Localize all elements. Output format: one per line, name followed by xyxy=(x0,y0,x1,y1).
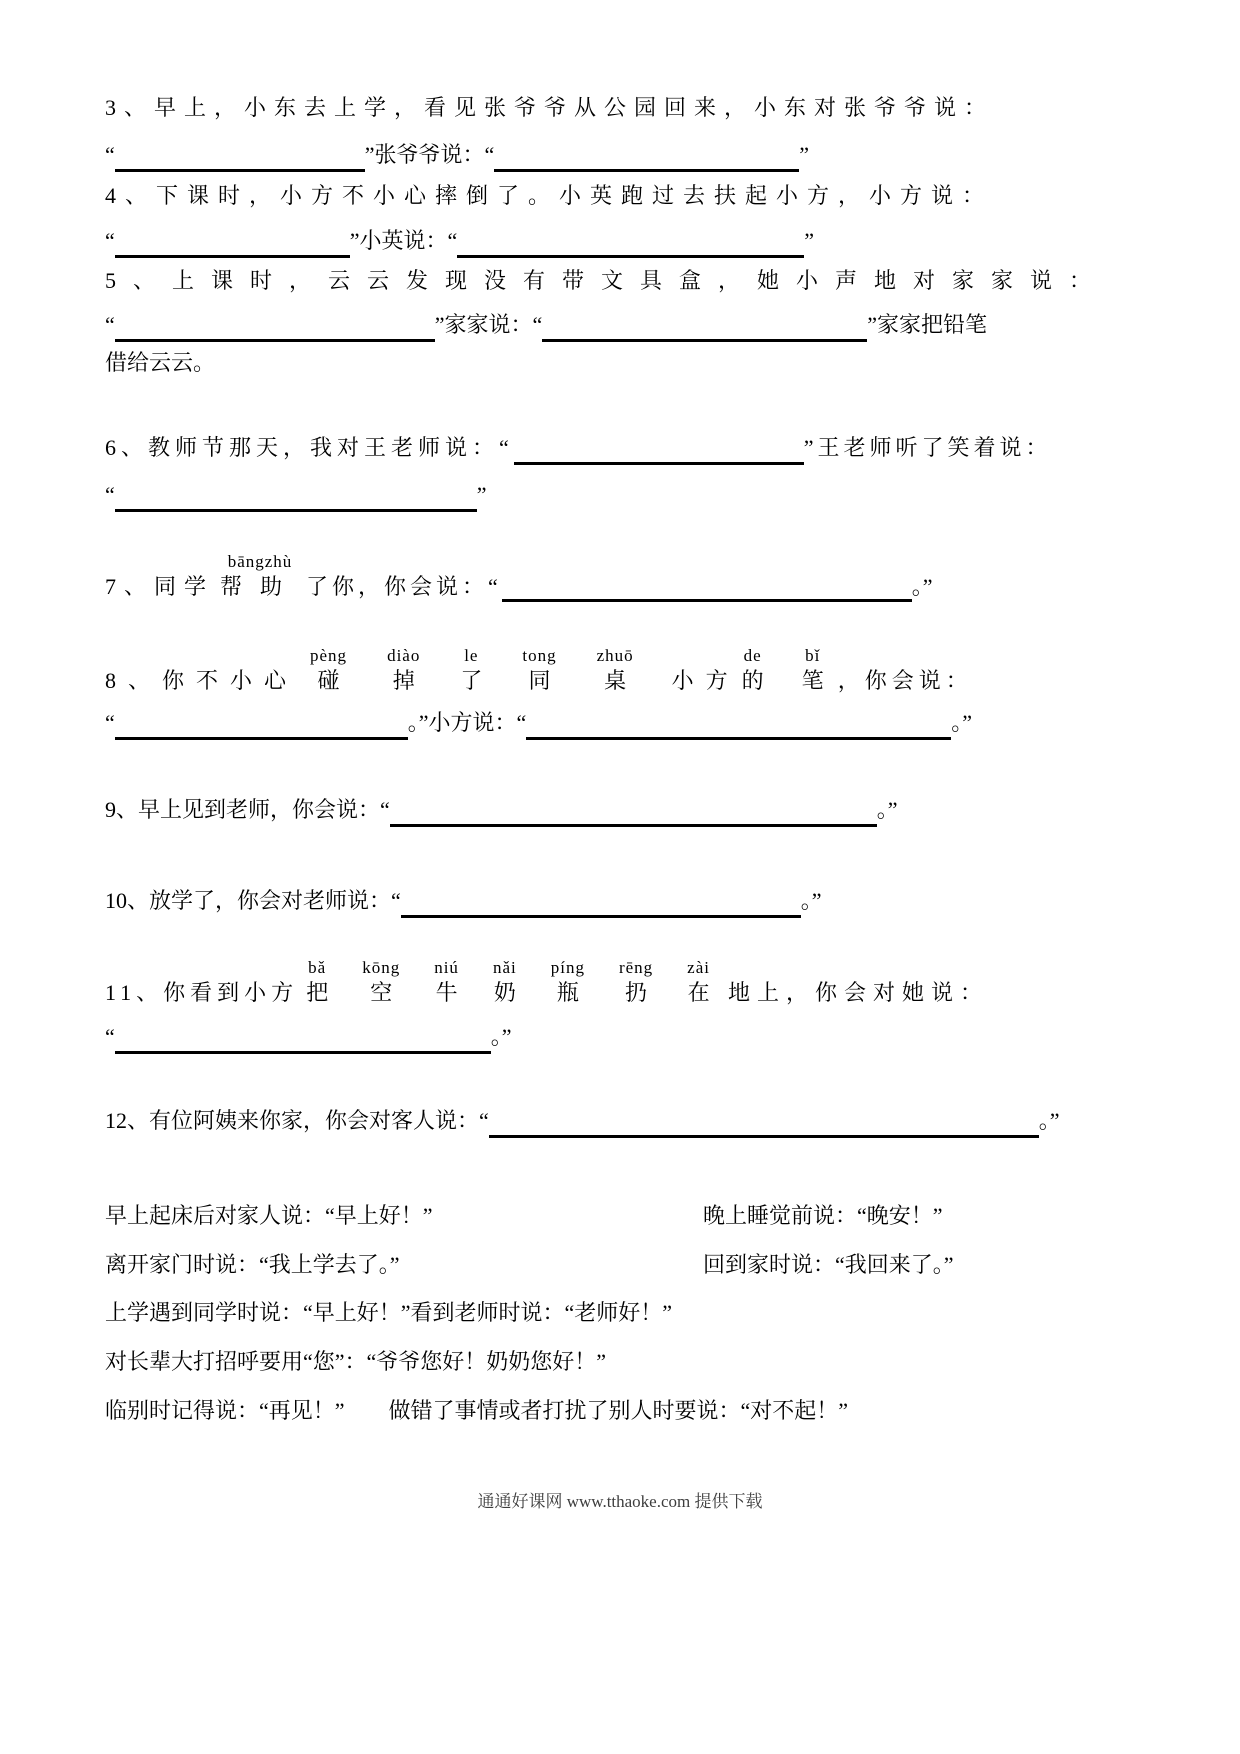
open-quote: “ xyxy=(105,228,115,253)
question-6-line-2 xyxy=(105,480,487,512)
hanzi-character: 在 xyxy=(687,980,710,1005)
pinyin-annotation: nǎi xyxy=(492,958,517,977)
hanzi-character: 奶 xyxy=(493,980,516,1005)
ruby-group xyxy=(551,958,585,1008)
hanzi-characters: 帮助 xyxy=(220,574,301,599)
question-11-text: 地上，你会对她说： xyxy=(728,980,990,1005)
reference-row-1 xyxy=(105,1201,943,1231)
question-12-text: 12、有位阿姨来你家，你会对客人说：“ xyxy=(105,1108,489,1133)
question-10-text: 10、放学了，你会对老师说：“ xyxy=(105,888,401,913)
question-5-line-3 xyxy=(105,348,215,378)
reference-phrase: 做错了事情或者打扰了别人时要说：“对不起！” xyxy=(388,1398,849,1423)
question-4-line-2 xyxy=(105,226,814,258)
question-8-end: 。” xyxy=(951,710,973,735)
close-quote: ” xyxy=(476,482,487,507)
ruby-group xyxy=(493,958,517,1008)
ruby-group xyxy=(362,958,400,1008)
open-quote: “ xyxy=(105,1024,115,1049)
answer-blank xyxy=(502,575,912,602)
question-12-end: 。” xyxy=(1038,1108,1060,1133)
question-4-text: 4、下课时，小方不小心摔倒了。小英跑过去扶起小方，小方说： xyxy=(105,183,994,208)
question-7-end: 。” xyxy=(911,574,933,599)
ruby-group xyxy=(687,958,710,1008)
reference-phrase: 临别时记得说：“再见！” xyxy=(105,1398,345,1423)
hanzi-character: 笔 xyxy=(801,668,824,693)
question-5-line-1 xyxy=(105,266,1108,296)
answer-blank xyxy=(489,1111,1039,1138)
reference-phrase: 上学遇到同学时说：“早上好！”看到老师时说：“老师好！” xyxy=(105,1300,673,1325)
ruby-group xyxy=(460,646,482,696)
ruby-group xyxy=(306,958,328,1008)
question-6-line-1 xyxy=(105,433,1052,465)
pinyin-annotation: diào xyxy=(387,646,421,665)
hanzi-character: 碰 xyxy=(317,668,340,693)
ruby-group xyxy=(310,646,347,696)
hanzi-character: 空 xyxy=(370,980,393,1005)
question-12-line xyxy=(105,1106,1060,1138)
reference-row-5 xyxy=(105,1396,848,1426)
hanzi-character: 桌 xyxy=(604,668,627,693)
answer-blank xyxy=(115,1027,491,1054)
answer-blank xyxy=(401,891,801,918)
question-9-line xyxy=(105,795,898,827)
open-quote: “ xyxy=(105,482,115,507)
reference-phrase: 离开家门时说：“我上学去了。” xyxy=(105,1252,400,1277)
answer-blank xyxy=(390,800,877,827)
answer-blank xyxy=(494,145,799,172)
question-8-line-1 xyxy=(105,646,973,696)
question-6-tail-text: ”王老师听了笑着说： xyxy=(803,435,1052,460)
question-11-line-1 xyxy=(105,958,989,1008)
answer-blank xyxy=(115,231,350,258)
ruby-group xyxy=(742,646,764,696)
pinyin-annotation: niú xyxy=(434,958,459,977)
answer-blank xyxy=(115,485,477,512)
question-8-mid: 小方 xyxy=(671,668,740,693)
question-5-tail-text: ”家家把铅笔 xyxy=(867,312,988,337)
pinyin-annotation: rēng xyxy=(618,958,654,977)
reference-phrase: 对长辈大打招呼要用“您”：“爷爷您好！奶奶您好！” xyxy=(105,1349,607,1374)
ruby-group xyxy=(522,646,556,696)
question-3-line-2 xyxy=(105,140,809,172)
pinyin-annotation: tong xyxy=(522,646,557,665)
question-10-end: 。” xyxy=(800,888,822,913)
ruby-group xyxy=(220,552,300,602)
question-11-line-2 xyxy=(105,1022,512,1054)
pinyin-annotation: píng xyxy=(550,958,585,977)
pinyin-annotation: zài xyxy=(687,958,710,977)
question-3-line-1 xyxy=(105,93,994,123)
ruby-group xyxy=(434,958,459,1008)
reference-row-2 xyxy=(105,1250,954,1280)
answer-blank xyxy=(457,231,804,258)
ruby-group xyxy=(597,646,634,696)
pinyin-annotation: bǎ xyxy=(308,958,327,977)
hanzi-character: 的 xyxy=(741,668,764,693)
question-8-prefix: 8、你不小心 xyxy=(105,668,299,693)
reference-phrase: 晚上睡觉前说：“晚安！” xyxy=(703,1203,943,1228)
pinyin-annotation: pèng xyxy=(310,646,348,665)
answer-blank xyxy=(542,315,867,342)
question-7-line xyxy=(105,552,933,602)
pinyin-annotation: le xyxy=(464,646,479,665)
ruby-group xyxy=(619,958,653,1008)
reference-row-3 xyxy=(105,1298,672,1328)
footer-watermark xyxy=(0,1487,1240,1512)
hanzi-character: 了 xyxy=(460,668,483,693)
question-4-line-1 xyxy=(105,181,993,211)
question-6-text: 6、教师节那天，我对王老师说：“ xyxy=(105,435,514,460)
question-7-text: 了你，你会说：“ xyxy=(306,574,502,599)
question-4-mid-text: ”小英说：“ xyxy=(349,228,458,253)
ruby-group xyxy=(802,646,824,696)
question-8-text: ，你会说： xyxy=(837,668,973,693)
question-3-text: 3、早上，小东去上学，看见张爷爷从公园回来，小东对张爷爷说： xyxy=(105,95,995,120)
pinyin-annotation: bǐ xyxy=(805,646,821,665)
question-9-text: 9、早上见到老师，你会说：“ xyxy=(105,797,390,822)
question-10-line xyxy=(105,886,822,918)
answer-blank xyxy=(115,713,408,740)
hanzi-character: 掉 xyxy=(392,668,415,693)
hanzi-character: 扔 xyxy=(625,980,648,1005)
open-quote: “ xyxy=(105,142,115,167)
hanzi-character: 同 xyxy=(528,668,551,693)
question-3-mid-text: ”张爷爷说：“ xyxy=(364,142,495,167)
hanzi-character: 把 xyxy=(306,980,329,1005)
question-9-end: 。” xyxy=(876,797,898,822)
reference-phrase: 回到家时说：“我回来了。” xyxy=(703,1252,954,1277)
reference-phrase: 早上起床后对家人说：“早上好！” xyxy=(105,1203,433,1228)
question-5-line-2 xyxy=(105,310,987,342)
question-7-prefix: 7、同学 xyxy=(105,574,215,599)
answer-blank xyxy=(115,145,365,172)
reference-row-4 xyxy=(105,1347,606,1377)
question-11-prefix: 11、你看到小方 xyxy=(105,980,299,1005)
answer-blank xyxy=(115,315,435,342)
hanzi-character: 瓶 xyxy=(556,980,579,1005)
footer-site-text: 通通好课网 www.tthaoke.com 提供下载 xyxy=(477,1492,763,1511)
pinyin-annotation: bāngzhù xyxy=(227,552,293,571)
open-quote: “ xyxy=(105,710,115,735)
question-8-mid-text: 。”小方说：“ xyxy=(407,710,527,735)
ruby-group xyxy=(387,646,420,696)
hanzi-character: 牛 xyxy=(435,980,458,1005)
pinyin-annotation: zhuō xyxy=(596,646,634,665)
answer-blank xyxy=(526,713,951,740)
question-8-line-2 xyxy=(105,708,972,740)
close-quote: ” xyxy=(804,228,815,253)
open-quote: “ xyxy=(105,312,115,337)
question-11-end: 。” xyxy=(490,1024,512,1049)
pinyin-annotation: de xyxy=(743,646,762,665)
close-quote: ” xyxy=(799,142,810,167)
answer-blank xyxy=(514,438,804,465)
question-5-text: 5、上课时，云云发现没有带文具盒，她小声地对家家说： xyxy=(105,268,1109,293)
question-5-mid-text: ”家家说：“ xyxy=(434,312,543,337)
pinyin-annotation: kōng xyxy=(362,958,401,977)
question-5-continuation: 借给云云。 xyxy=(105,350,216,375)
